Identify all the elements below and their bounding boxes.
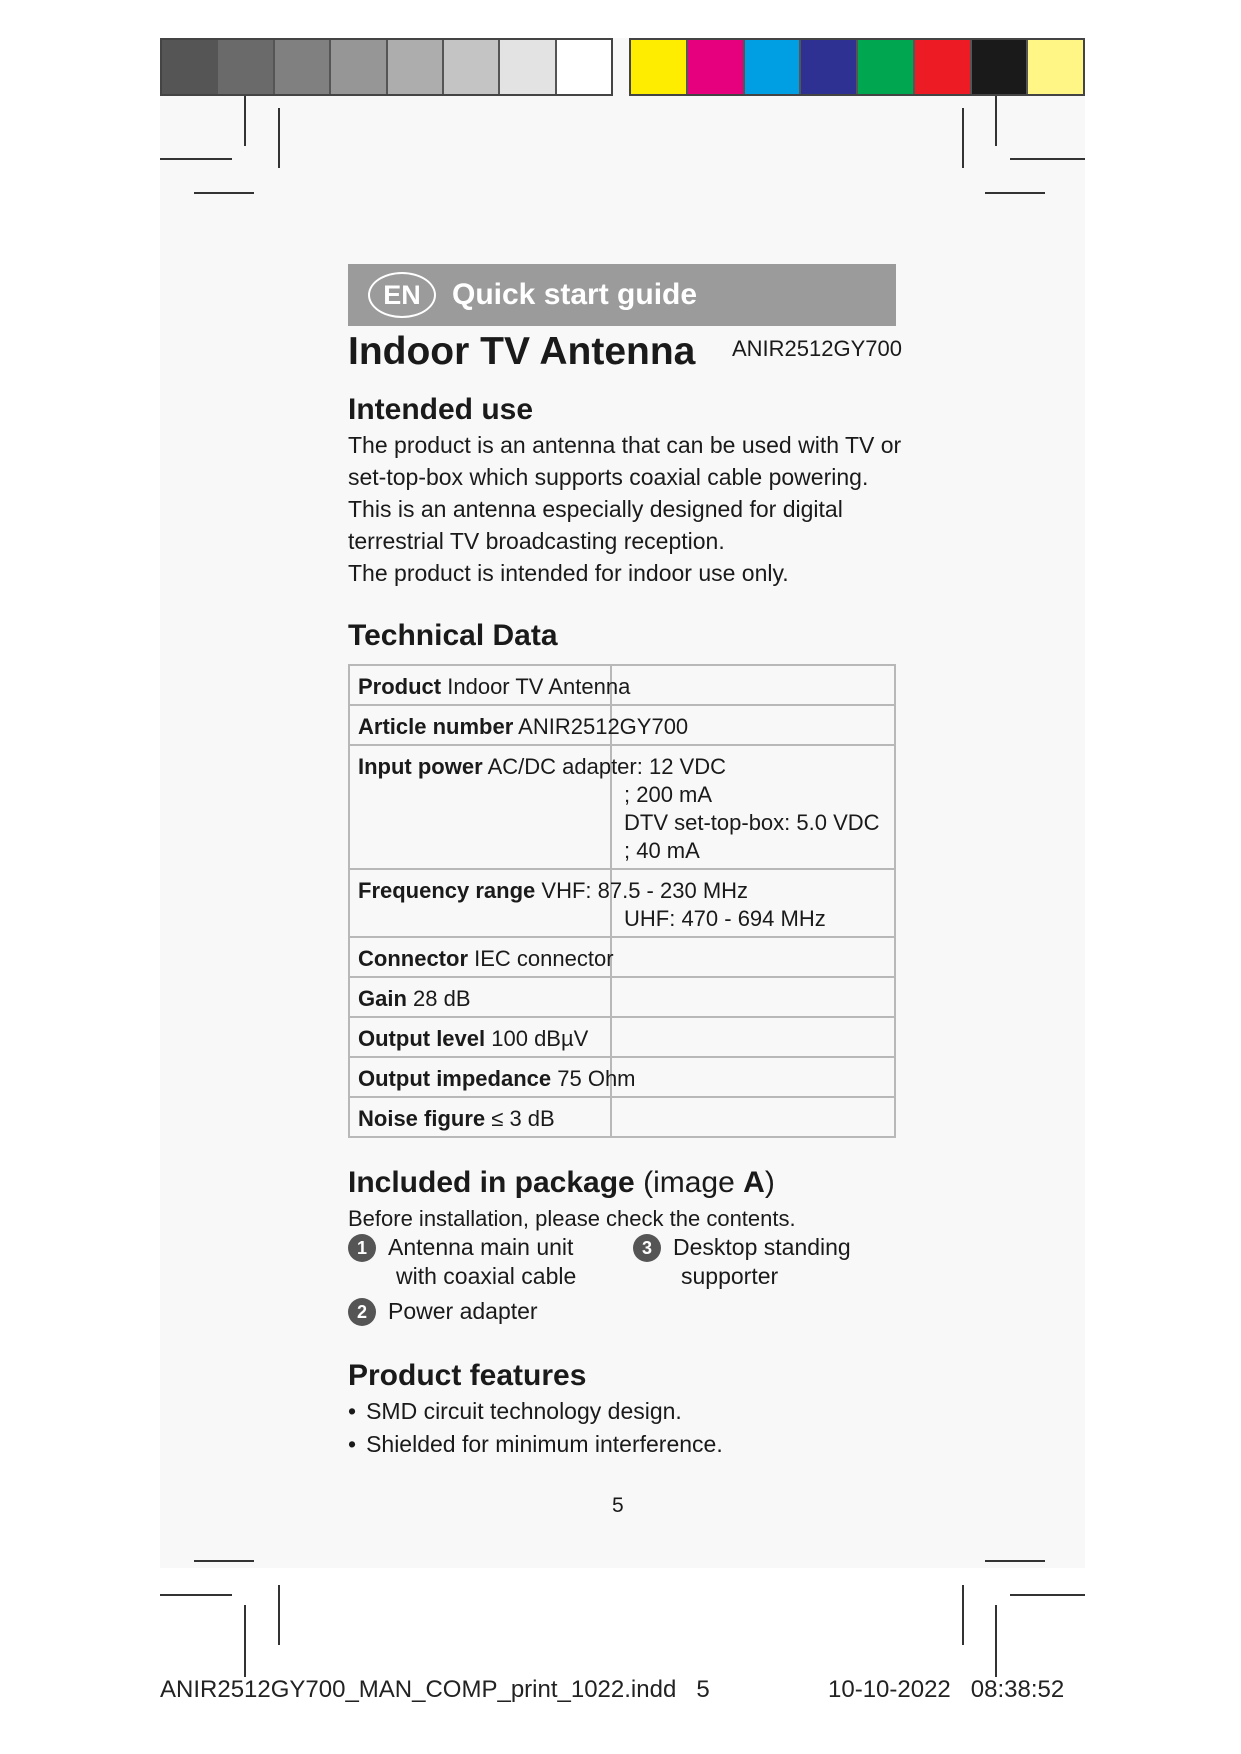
package-heading-suffix-post: ) xyxy=(764,1166,775,1199)
intended-use-line: terrestrial TV broadcasting reception. xyxy=(348,528,725,554)
intended-use-line: This is an antenna especially designed for digital xyxy=(348,496,843,522)
package-heading xyxy=(348,1166,775,1200)
list-item xyxy=(348,1233,576,1291)
crop-mark xyxy=(244,1605,246,1677)
article-number: ANIR2512GY700 xyxy=(732,336,902,361)
footer-page: 5 xyxy=(696,1676,710,1703)
spec-value: 75 Ohm xyxy=(557,1066,636,1091)
gray-swatch-7 xyxy=(498,40,554,94)
gray-swatch-2 xyxy=(216,40,272,94)
black-swatch xyxy=(970,40,1027,94)
spec-value: IEC connector xyxy=(474,946,614,971)
spec-value-extra: ; 200 mA xyxy=(624,782,713,807)
table-row xyxy=(349,1057,895,1097)
crop-mark xyxy=(160,158,232,160)
package-item-line: with coaxial cable xyxy=(396,1263,577,1289)
gray-swatch-3 xyxy=(273,40,329,94)
number-badge: 3 xyxy=(633,1234,661,1262)
list-item xyxy=(348,1297,538,1326)
footer-filename: ANIR2512GY700_MAN_COMP_print_1022.indd xyxy=(160,1676,677,1703)
intended-use-line: set-top-box which supports coaxial cable powering. xyxy=(348,464,869,490)
intended-use-text xyxy=(348,429,908,589)
magenta-swatch xyxy=(686,40,743,94)
list-item: • Shielded for minimum interference. xyxy=(348,1428,723,1461)
crop-mark xyxy=(995,1605,997,1677)
package-item-line: supporter xyxy=(681,1263,779,1289)
gray-swatch-1 xyxy=(162,40,216,94)
footer-date: 10-10-2022 xyxy=(828,1676,951,1703)
spec-label: Input power xyxy=(358,754,483,779)
spec-label: Connector xyxy=(358,946,468,971)
crop-mark xyxy=(194,192,254,194)
footer-file xyxy=(160,1676,710,1704)
blue-swatch xyxy=(799,40,856,94)
package-item-line: Antenna main unit xyxy=(388,1234,574,1260)
table-row xyxy=(349,1097,895,1137)
gray-swatch-4 xyxy=(329,40,385,94)
table-row xyxy=(349,869,895,937)
package-heading-suffix-letter: A xyxy=(743,1166,765,1199)
crop-mark xyxy=(278,108,280,168)
crop-mark xyxy=(278,1585,280,1645)
package-heading-suffix xyxy=(643,1166,775,1199)
crop-mark xyxy=(962,108,964,168)
crop-mark xyxy=(1010,158,1085,160)
intended-use-line: The product is an antenna that can be used with TV or xyxy=(348,432,902,458)
spec-value: VHF: 87.5 - 230 MHz xyxy=(541,878,749,903)
features-heading: Product features xyxy=(348,1359,587,1392)
spec-value: Indoor TV Antenna xyxy=(447,674,631,699)
red-swatch xyxy=(913,40,970,94)
language-badge: EN xyxy=(368,272,436,318)
gray-swatch-8 xyxy=(555,40,611,94)
intended-use-line: The product is intended for indoor use only. xyxy=(348,560,789,586)
package-intro: Before installation, please check the contents. xyxy=(348,1206,796,1231)
features-list xyxy=(348,1395,723,1461)
list-item: • SMD circuit technology design. xyxy=(348,1395,723,1428)
crop-mark xyxy=(985,1560,1045,1562)
spec-label: Noise figure xyxy=(358,1106,486,1131)
spec-value: ANIR2512GY700 xyxy=(518,714,689,739)
footer-timestamp xyxy=(828,1676,1064,1704)
page-number: 5 xyxy=(612,1494,624,1517)
spec-value: AC/DC adapter: 12 VDC xyxy=(487,754,726,779)
number-badge: 1 xyxy=(348,1234,376,1262)
spec-value: 100 dBµV xyxy=(491,1026,589,1051)
footer-time: 08:38:52 xyxy=(970,1676,1065,1703)
table-row xyxy=(349,1017,895,1057)
crop-mark xyxy=(1010,1594,1085,1596)
product-title: Indoor TV Antenna xyxy=(348,330,696,373)
gray-swatch-5 xyxy=(386,40,442,94)
intended-use-heading: Intended use xyxy=(348,393,534,426)
crop-mark xyxy=(995,96,997,146)
package-item-line: Desktop standing xyxy=(673,1234,851,1260)
table-row xyxy=(349,977,895,1017)
spec-label: Output level xyxy=(358,1026,486,1051)
spec-label: Product xyxy=(358,674,442,699)
package-item-line: Power adapter xyxy=(388,1298,538,1324)
spec-label: Frequency range xyxy=(358,878,536,903)
technical-data-table xyxy=(348,664,896,1138)
spec-label: Gain xyxy=(358,986,407,1011)
spec-value-extra: DTV set-top-box: 5.0 VDC xyxy=(624,810,880,835)
spec-label: Article number xyxy=(358,714,514,739)
gray-swatch-6 xyxy=(442,40,498,94)
guide-banner xyxy=(348,264,896,326)
crop-mark xyxy=(962,1585,964,1645)
list-item xyxy=(633,1233,851,1291)
crop-mark xyxy=(985,192,1045,194)
package-heading-text: Included in package xyxy=(348,1166,635,1199)
package-heading-suffix-pre: (image xyxy=(643,1166,744,1199)
crop-mark xyxy=(194,1560,254,1562)
spec-value: 28 dB xyxy=(413,986,471,1011)
light-yellow-swatch xyxy=(1026,40,1083,94)
banner-title: Quick start guide xyxy=(452,278,698,311)
number-badge: 2 xyxy=(348,1298,376,1326)
color-bar xyxy=(629,38,1085,96)
grayscale-bar xyxy=(160,38,613,96)
cyan-swatch xyxy=(743,40,800,94)
table-row xyxy=(349,665,895,705)
table-row xyxy=(349,705,895,745)
crop-mark xyxy=(160,1594,232,1596)
spec-value: ≤ 3 dB xyxy=(491,1106,555,1131)
yellow-swatch xyxy=(631,40,686,94)
technical-data-heading: Technical Data xyxy=(348,619,558,652)
spec-label: Output impedance xyxy=(358,1066,552,1091)
spec-value-extra: ; 40 mA xyxy=(624,838,700,863)
crop-mark xyxy=(244,96,246,146)
table-row xyxy=(349,745,895,869)
green-swatch xyxy=(856,40,913,94)
table-row xyxy=(349,937,895,977)
spec-value-extra: UHF: 470 - 694 MHz xyxy=(624,906,826,931)
